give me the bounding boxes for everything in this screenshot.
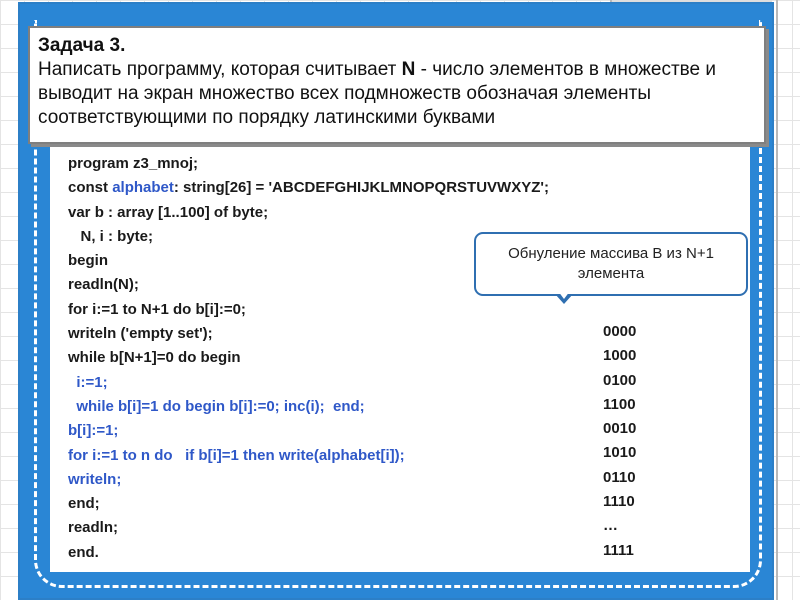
callout-text: Обнуление массива B из N+1 элемента	[508, 245, 714, 282]
subset-output-list	[603, 320, 663, 563]
subset-row: 0010	[603, 420, 637, 438]
task-text-after: - число элементов в множестве и выводит на экран множество всех подмножеств обозначая элементы соответствующими по порядку латинскими буквами	[38, 59, 717, 128]
code-line	[68, 419, 628, 443]
code-line	[68, 371, 628, 395]
task-box	[28, 26, 766, 144]
code-text: writeln;	[68, 470, 122, 488]
code-text: for i:=1 to N+1 do b[i]:=0;	[68, 300, 246, 318]
code-line	[68, 541, 628, 565]
code-line	[68, 444, 628, 468]
subset-row: 1010	[603, 444, 637, 462]
code-text: : string[26] = 'ABCDEFGHIJKLMNOPQRSTUVWXYZ';	[173, 179, 549, 197]
decorative-line	[776, 0, 778, 600]
task-title: Задача 3.	[38, 35, 126, 56]
code-line	[68, 346, 628, 370]
subset-row: 0110	[603, 468, 636, 486]
subset-row: …	[603, 517, 618, 535]
code-text: while b[N+1]=0 do begin	[68, 349, 241, 367]
code-text: begin	[68, 252, 108, 270]
subset-row: 1111	[603, 541, 634, 559]
code-text: readln;	[68, 519, 119, 537]
code-text: readln(N);	[68, 276, 139, 294]
subset-row: 1110	[603, 493, 635, 511]
code-text: const	[68, 179, 113, 197]
code-text: program z3_mnoj;	[68, 155, 199, 172]
code-text: while b[i]=1 do begin b[i]:=0; inc(i); end;	[68, 397, 365, 415]
code-line	[68, 468, 628, 492]
code-text: writeln ('empty set');	[68, 325, 213, 343]
callout-pointer	[555, 294, 573, 304]
subset-row: 1000	[603, 347, 637, 365]
code-line	[68, 152, 628, 176]
code-line	[68, 322, 628, 346]
code-text: for i:=1 to n do if b[i]=1 then write(alphabet[i]);	[68, 446, 405, 464]
subset-row: 0000	[603, 323, 637, 340]
subset-row: 0100	[603, 371, 637, 389]
code-text: i:=1;	[68, 373, 108, 391]
code-text: b[i]:=1;	[68, 422, 119, 440]
task-text-before: Написать программу, которая считывает	[38, 59, 402, 80]
code-text: var b : array [1..100] of byte;	[68, 203, 269, 221]
task-n-bold: N	[401, 59, 416, 80]
code-line	[68, 298, 628, 322]
code-line	[68, 176, 628, 200]
code-text: N, i : byte;	[68, 227, 154, 245]
code-line	[68, 201, 628, 225]
code-line	[68, 395, 628, 419]
code-text: end;	[68, 495, 100, 513]
callout-note	[474, 232, 748, 296]
code-text: end.	[68, 543, 99, 561]
code-identifier: alphabet	[112, 179, 174, 197]
task-description	[38, 58, 756, 130]
pascal-code-listing	[68, 152, 628, 565]
code-line	[68, 492, 628, 516]
code-line	[68, 516, 628, 540]
subset-row: 1100	[603, 395, 636, 413]
